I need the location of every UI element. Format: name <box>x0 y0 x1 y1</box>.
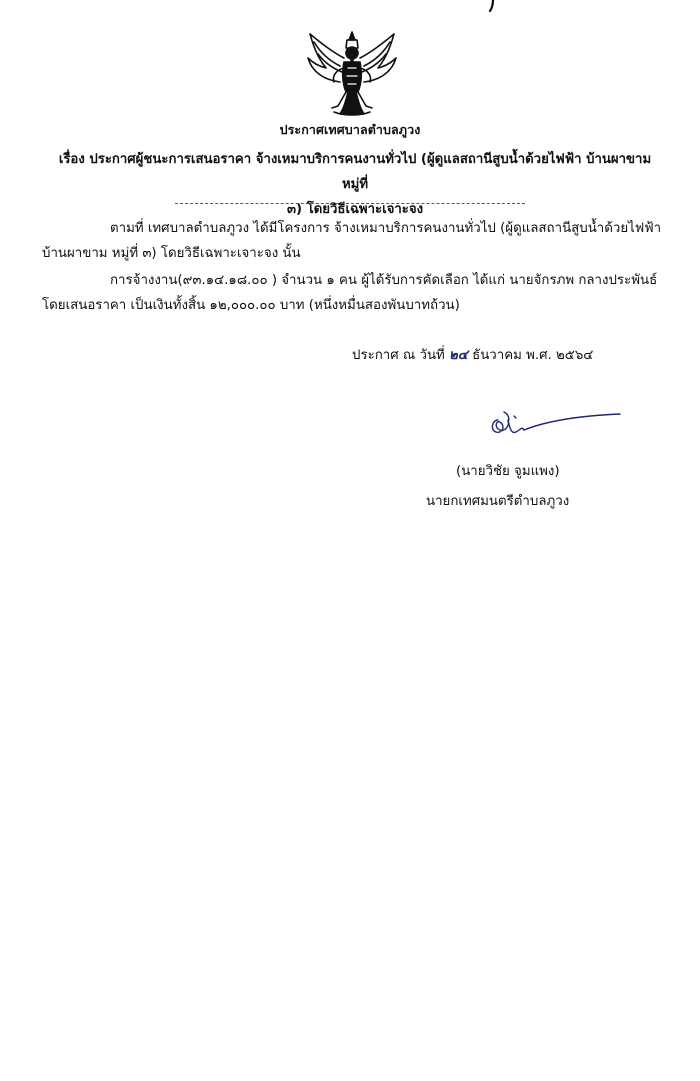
body-paragraph-2: การจ้างงาน(๙๓.๑๔.๑๘.๐๐ ) จำนวน ๑ คน ผู้ได้รับการคัดเลือก ได้แก่ นายจักรภพ กลางประพันธ์ โดยเสนอราคา เป็นเงินทั้งสิ้น ๑๒,๐๐๐.๐๐ บาท (หนึ่งหมื่นสองพันบาทถ้วน) <box>42 273 658 313</box>
announce-prefix: ประกาศ ณ วันที่ <box>352 348 450 363</box>
body-paragraph-1: ตามที่ เทศบาลตำบลภูวง ได้มีโครงการ จ้างเหมาบริการคนงานทั่วไป (ผู้ดูแลสถานีสูบน้ำด้วยไฟฟ้า บ้านผาขาม หมู่ที่ ๓) โดยวิธีเฉพาะเจาะจง นั้น <box>42 221 662 261</box>
garuda-emblem-icon <box>304 28 400 118</box>
subject-line-2: ๓) โดยวิธีเฉพาะเจาะจง <box>286 202 424 217</box>
handwritten-signature-icon <box>484 408 624 444</box>
organization-title: ประกาศเทศบาลตำบลภูวง <box>279 122 421 137</box>
announcement-date <box>352 344 652 365</box>
subject-heading <box>50 147 660 222</box>
subject-line-1: เรื่อง ประกาศผู้ชนะการเสนอราคา จ้างเหมาบริการคนงานทั่วไป (ผู้ดูแลสถานีสูบน้ำด้วยไฟฟ้า บ้านผาขาม หมู่ที่ <box>58 152 652 192</box>
signer-position: นายกเทศมนตรีตำบลภูวง <box>426 494 570 509</box>
ink-mark-icon <box>488 0 496 12</box>
signer-name: (นายวิชัย จูมแพง) <box>456 464 560 479</box>
divider-line <box>175 203 525 204</box>
handwritten-day: ๒๔ <box>449 348 468 363</box>
announce-suffix: ธันวาคม พ.ศ. ๒๕๖๔ <box>467 348 594 363</box>
